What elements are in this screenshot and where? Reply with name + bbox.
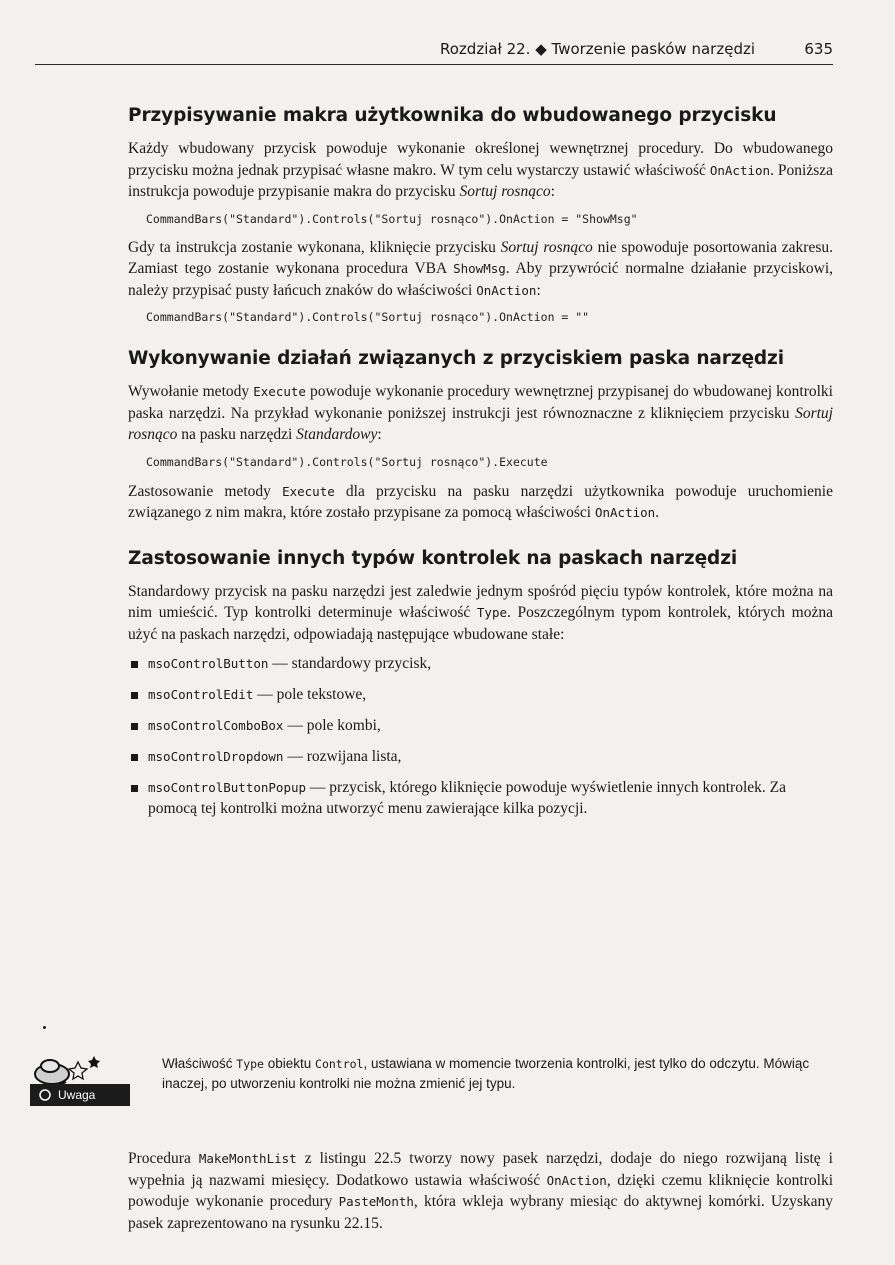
list-item: msoControlButton — standardowy przycisk, bbox=[128, 653, 833, 674]
list-item: msoControlEdit — pole tekstowe, bbox=[128, 684, 833, 705]
inline-code: Type bbox=[236, 1057, 264, 1071]
inline-code: OnAction bbox=[709, 162, 771, 178]
section-heading-assign-macro: Przypisywanie makra użytkownika do wbudowanego przycisku bbox=[128, 105, 777, 126]
inline-code: Execute bbox=[282, 483, 335, 499]
list-item: msoControlDropdown — rozwijana lista, bbox=[128, 746, 833, 767]
page-number: 635 bbox=[804, 40, 833, 58]
main-content bbox=[128, 105, 833, 819]
section-heading-other-controls: Zastosowanie innych typów kontrolek na paskach narzędzi bbox=[128, 547, 738, 569]
section-heading-execute: Wykonywanie działań związanych z przyciskiem paska narzędzi bbox=[128, 348, 784, 369]
inline-code: OnAction bbox=[594, 505, 656, 520]
note-circle-icon bbox=[34, 1084, 56, 1106]
paragraph: Standardowy przycisk na pasku narzędzi jest zaledwie jednym spośród pięciu typów kontrolek, które można na nim umieścić. Typ kontrolki determinuje właściwość Type. Poszczególnym typom kontrolek, których można użyć na paskach narzędzi, odpowiadają następujące wbudowane stałe: bbox=[128, 582, 833, 643]
inline-code: Type bbox=[476, 605, 508, 620]
italic-term: Standardowy bbox=[296, 426, 378, 443]
closing-paragraph bbox=[128, 1148, 833, 1234]
inline-code: OnAction bbox=[546, 1172, 607, 1188]
code-line: CommandBars("Standard").Controls("Sortuj rosnąco").OnAction = "ShowMsg" bbox=[146, 211, 638, 226]
running-header bbox=[35, 38, 833, 65]
code-line: CommandBars("Standard").Controls("Sortuj rosnąco").Execute bbox=[146, 454, 548, 469]
italic-term: Sortuj rosnąco bbox=[459, 183, 551, 200]
inline-code: MakeMonthList bbox=[198, 1151, 297, 1166]
control-type-list bbox=[128, 653, 833, 819]
inline-code: Control bbox=[315, 1057, 364, 1071]
inline-code: PasteMonth bbox=[338, 1194, 414, 1209]
list-item: msoControlButtonPopup — przycisk, którego kliknięcie powoduje wyświetlenie innych kontrolek. Za pomocą tej kontrolki można utworzyć menu zawierające kilka pozycji. bbox=[128, 777, 808, 819]
italic-term: Sortuj rosnąco bbox=[128, 404, 833, 443]
italic-term: Sortuj rosnąco bbox=[500, 238, 593, 256]
paragraph: Gdy ta instrukcja zostanie wykonana, kliknięcie przycisku Sortuj rosnąco nie spowoduje posortowania zakresu. Zamiast tego zostanie wykonana procedura VBA ShowMsg. Aby przywrócić normalne działanie przyciskowi, należy przypisać pusty łańcuch znaków do właściwości OnAction: bbox=[128, 238, 834, 299]
note-text: Właściwość Type obiektu Control, ustawiana w momencie tworzenia kontrolki, jest tylko do odczytu. Mówiąc inaczej, po utworzeniu kontrolki nie można zmienić jej typu. bbox=[162, 1056, 810, 1091]
paragraph: Każdy wbudowany przycisk powoduje wykonanie określonej wewnętrznej procedury. Do wbudowanego przycisku można jednak przypisać własne makro. W tym celu wystarczy ustawić właściwość OnAction. Poniższa instrukcja powoduje przypisanie makra do przycisku Sortuj rosnąco: bbox=[128, 140, 833, 200]
list-item: msoControlComboBox — pole kombi, bbox=[128, 715, 833, 736]
note-icon bbox=[30, 1052, 130, 1122]
inline-code: OnAction bbox=[476, 282, 537, 298]
paragraph: Zastosowanie metody Execute dla przycisku na pasku narzędzi użytkownika powoduje uruchomienie związanego z nim makra, które zostało przypisane za pomocą właściwości OnAction. bbox=[128, 482, 833, 521]
inline-code: Execute bbox=[253, 384, 306, 399]
paragraph: Procedura MakeMonthList z listingu 22.5 tworzy nowy pasek narzędzi, dodaje do niego rozwijaną listę i wypełnia ją nazwami miesięcy. Dodatkowo ustawia właściwość OnAction, dzięki czemu kliknięcie kontrolki powoduje wykonanie procedury PasteMonth, która wkleja wybrany miesiąc do aktywnej komórki. Uzyskany pasek zaprezentowano na rysunku 22.15. bbox=[128, 1150, 834, 1232]
note-box bbox=[30, 1052, 830, 1122]
scan-speck bbox=[43, 1026, 46, 1029]
inline-code: ShowMsg bbox=[453, 261, 506, 276]
paragraph: Wywołanie metody Execute powoduje wykonanie procedury wewnętrznej przypisanej do wbudowanej kontrolki paska narzędzi. Na przykład wykonanie poniższej instrukcji jest równoznaczne z kliknięciem przycisku Sortuj rosnąco na pasku narzędzi Standardowy: bbox=[128, 383, 833, 443]
note-badge: Uwaga bbox=[30, 1084, 130, 1106]
chapter-title: Rozdział 22. ◆ Tworzenie pasków narzędzi bbox=[440, 40, 755, 58]
wizard-icon bbox=[30, 1052, 130, 1086]
code-line: CommandBars("Standard").Controls("Sortuj rosnąco").OnAction = "" bbox=[146, 310, 590, 324]
